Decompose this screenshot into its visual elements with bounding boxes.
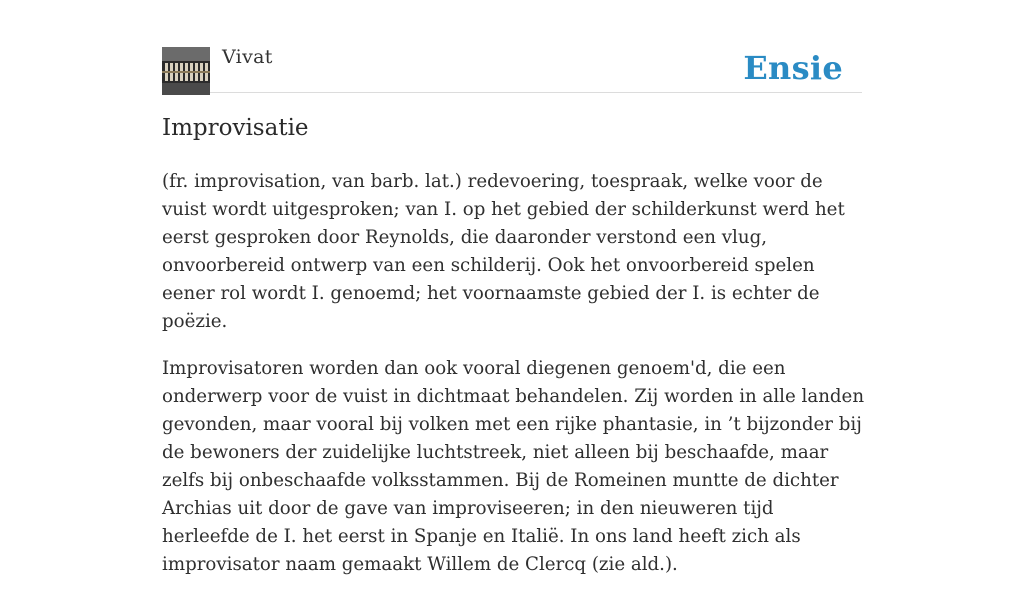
paragraph: Improvisatoren worden dan ook vooral diegenen genoem'd, die een onderwerp voor de vuist in dichtmaat behandelen. Zij worden in alle landen gevonden, maar vooral bij volken met een rijke phantasie, in ’t bijzonder bij de bewoners der zuidelijke luchtstreek, niet alleen bij beschaafde, maar zelfs bij onbeschaafde volksstammen. Bij de Romeinen muntte de dichter Archias uit door de gave van improviseeren; in den nieuweren tijd herleefde de I. het eerst in Spanje en Italië. In ons land heeft zich als improvisator naam gemaakt Willem de Clercq (zie ald.). <box>162 358 865 575</box>
author-avatar[interactable] <box>162 47 210 95</box>
page-title: Improvisatie <box>162 115 309 141</box>
ensie-logo[interactable]: Ensie <box>743 49 843 87</box>
author-name[interactable]: Vivat <box>222 46 273 68</box>
book-spines-icon <box>162 47 210 95</box>
article-body <box>162 168 866 598</box>
paragraph: (fr. improvisation, van barb. lat.) redevoering, toespraak, welke voor de vuist wordt uitgesproken; van I. op het gebied der schilderkunst werd het eerst gesproken door Reynolds, die daaronder verstond een vlug, onvoorbereid ontwerp van een schilderij. Ook het onvoorbereid spelen eener rol wordt I. genoemd; het voornaamste gebied der I. is echter de poëzie. <box>162 171 845 332</box>
page-header <box>162 46 862 93</box>
